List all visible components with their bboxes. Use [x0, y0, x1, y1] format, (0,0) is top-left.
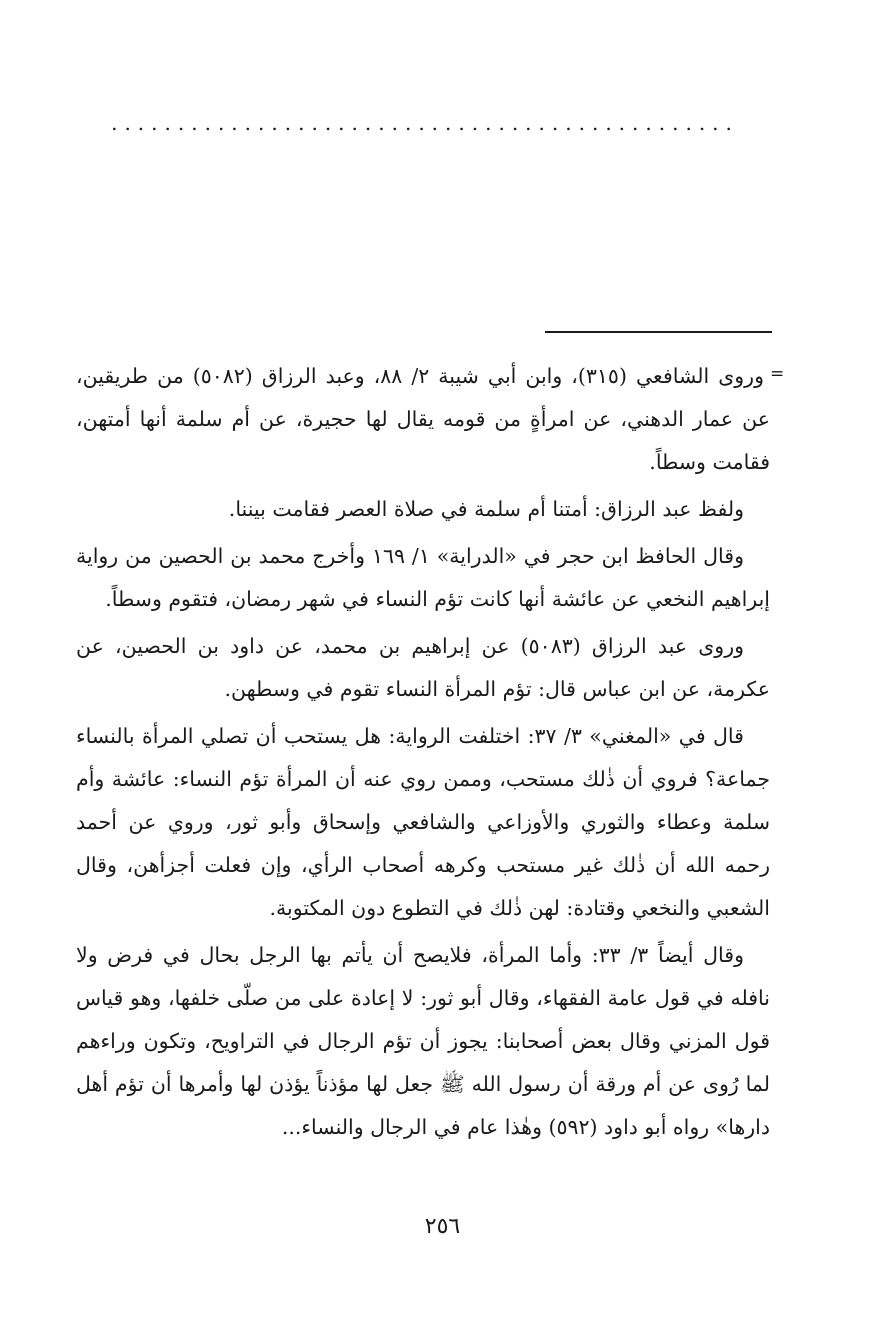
footnote-paragraph: وقال الحافظ ابن حجر في «الدراية» ١/ ١٦٩ وأخرج محمد بن الحصين من رواية إبراهيم النخعي عن عائشة أنها كانت تؤم النساء في شهر رمضان، فتقوم وسطاً. — [76, 544, 770, 611]
footnote-paragraph: ولفظ عبد الرزاق: أمتنا أم سلمة في صلاة العصر فقامت بيننا. — [228, 497, 744, 521]
page-number: ٢٥٦ — [424, 1214, 461, 1239]
continuation-mark: = — [770, 364, 785, 384]
footnote-text — [76, 355, 770, 1153]
footnote-rule — [545, 331, 772, 333]
footnote-paragraph: وقال أيضاً ٣/ ٣٣: وأما المرأة، فلايصح أن يأتم بها الرجل بحال في فرض ولا نافله في قول عامة الفقهاء، وقال أبو ثور: لا إعادة على من صلّى خلفها، وهو قياس قول المزني وقال بعض أصحابنا: يجوز أن تؤم الرجال في التراويح، وتكون وراءهم لما رُوى عن أم ورقة أن رسول الله ﷺ جعل لها مؤذناً يؤذن لها وأمرها أن تؤم أهل دارها» رواه أبو داود (٥٩٢) وهٰذا عام في الرجال والنساء... — [76, 943, 771, 1139]
footnote-paragraph: قال في «المغني» ٣/ ٣٧: اختلفت الرواية: هل يستحب أن تصلي المرأة بالنساء جماعة؟ فروي أن ذٰلك مستحب، وممن روي عنه أن المرأة تؤم النساء: عائشة وأم سلمة وعطاء والثوري والأوزاعي والشافعي وإسحاق وأبو ثور، وروي عن أحمد رحمه الله أن ذٰلك غير مستحب وكرهه أصحاب الرأي، وإن فعلت أجزأهن، وقال الشعبي والنخعي وقتادة: لهن ذٰلك في التطوع دون المكتوبة. — [76, 724, 770, 920]
footnote-paragraph: وروى عبد الرزاق (٥٠٨٣) عن إبراهيم بن محمد، عن داود بن الحصين، عن عكرمة، عن ابن عباس قال: تؤم المرأة النساء تقوم في وسطهن. — [76, 634, 770, 701]
footnote-paragraph: وروى الشافعي (٣١٥)، وابن أبي شيبة ٢/ ٨٨، وعبد الرزاق (٥٠٨٢) من طريقين، عن عمار الدهني، عن امرأةٍ من قومه يقال لها حجيرة، عن أم سلمة أنها أمتهن، فقامت وسطاً. — [76, 364, 770, 474]
dotted-separator: ............................................... — [111, 113, 739, 133]
